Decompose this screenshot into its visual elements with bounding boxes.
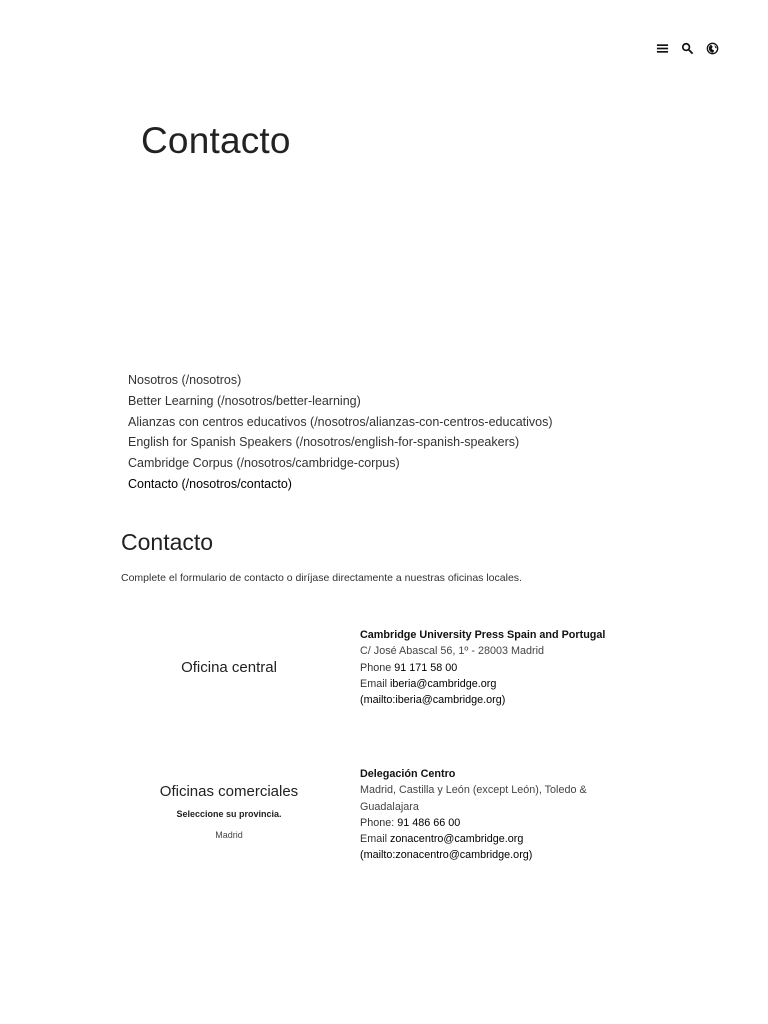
subnav-item-alianzas[interactable]: Alianzas con centros educativos (/nosotros/alianzas-con-centros-educativos): [128, 414, 553, 429]
commercial-office-regions: Madrid, Castilla y León (except León), Toledo & Guadalajara: [360, 784, 587, 813]
phone-label: Phone:: [360, 816, 395, 829]
central-office-card: [360, 627, 620, 708]
province-select[interactable]: Madrid: [215, 830, 243, 840]
subnav-item-nosotros[interactable]: Nosotros (/nosotros): [128, 373, 242, 387]
commercial-office-phone-row: [360, 815, 620, 831]
subnav-item-cambridge-corpus[interactable]: Cambridge Corpus (/nosotros/cambridge-corpus): [128, 456, 400, 471]
central-office-email-row: [360, 676, 620, 692]
header-toolbar: [655, 41, 720, 56]
central-office-address: C/ José Abascal 56, 1º - 28003 Madrid: [360, 645, 544, 658]
central-phone-link[interactable]: 91 171 58 00: [394, 661, 458, 674]
subnav-item-english-for-spanish-speakers[interactable]: English for Spanish Speakers (/nosotros/english-for-spanish-speakers): [128, 435, 520, 450]
subnav-item-contacto[interactable]: Contacto (/nosotros/contacto): [128, 476, 292, 491]
commercial-office-card: [360, 766, 620, 864]
province-prompt: Seleccione su provincia.: [176, 809, 282, 819]
commercial-email-link[interactable]: zonacentro@cambridge.org: [390, 833, 524, 846]
central-office-name: Cambridge University Press Spain and Portugal: [360, 629, 606, 641]
commercial-offices-label: Oficinas comerciales: [159, 783, 299, 800]
section-intro: Complete el formulario de contacto o diríjase directamente a nuestras oficinas locales.: [121, 572, 522, 584]
commercial-mailto-link[interactable]: (mailto:zonacentro@cambridge.org): [360, 849, 533, 862]
page-title: Contacto: [141, 120, 291, 161]
central-mailto-link[interactable]: (mailto:iberia@cambridge.org): [360, 694, 506, 707]
central-office-phone-row: [360, 660, 620, 676]
search-icon[interactable]: [680, 41, 695, 56]
commercial-office-email-row: [360, 831, 620, 847]
section-title: Contacto: [121, 529, 214, 555]
globe-icon[interactable]: [705, 41, 720, 56]
central-office-label: Oficina central: [181, 659, 277, 676]
subnav-item-better-learning[interactable]: Better Learning (/nosotros/better-learning): [128, 393, 361, 408]
commercial-office-name: Delegación Centro: [360, 768, 456, 780]
email-label: Email: [360, 677, 387, 690]
menu-icon[interactable]: [655, 41, 670, 56]
email-label: Email: [360, 833, 387, 846]
section-subnav: [128, 370, 553, 495]
phone-label: Phone: [360, 661, 392, 674]
central-email-link[interactable]: iberia@cambridge.org: [390, 677, 497, 690]
commercial-phone-link[interactable]: 91 486 66 00: [397, 816, 461, 829]
